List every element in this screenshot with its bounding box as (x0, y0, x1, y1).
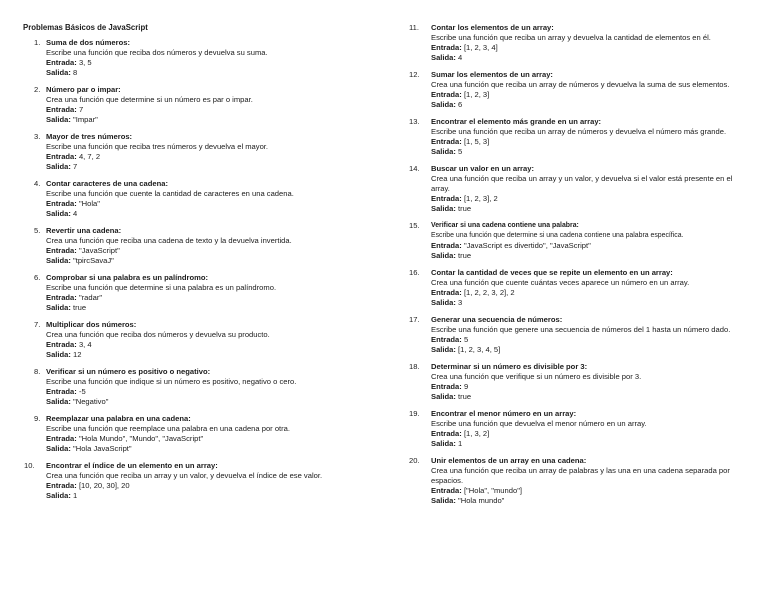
salida-label: Salida: (431, 204, 456, 213)
problem-number: 5. (34, 226, 41, 235)
entrada-line (431, 194, 749, 204)
page-title: Problemas Básicos de JavaScript (23, 23, 148, 32)
salida-line (46, 444, 374, 454)
salida-line (431, 204, 749, 214)
salida-label: Salida: (431, 100, 456, 109)
entrada-label: Entrada: (46, 293, 77, 302)
entrada-label: Entrada: (431, 486, 462, 495)
problem-number: 19. (409, 409, 420, 418)
entrada-line (46, 434, 374, 444)
entrada-line (431, 382, 749, 392)
problem-number: 13. (409, 117, 420, 126)
problem-title: Revertir una cadena: (46, 226, 122, 235)
problem-number: 15. (409, 221, 420, 230)
salida-value: 1 (458, 439, 463, 448)
problem-title: Unir elementos de un array en una cadena: (431, 456, 587, 465)
entrada-label: Entrada: (46, 199, 77, 208)
entrada-value: 3, 5 (78, 58, 92, 67)
entrada-value: [1, 2, 3], 2 (463, 194, 498, 203)
entrada-label: Entrada: (431, 335, 462, 344)
problem-description: Crea una función que reciba dos números y devuelva su producto. (46, 330, 270, 339)
problem-title: Suma de dos números: (46, 38, 130, 47)
problem-title: Buscar un valor en un array: (431, 164, 534, 173)
entrada-line (46, 293, 374, 303)
problem-item (409, 70, 749, 110)
problem-description: Escribe una función que indique si un número es positivo, negativo o cero. (46, 377, 297, 386)
salida-value: [1, 2, 3, 4, 5] (458, 345, 501, 354)
salida-line (431, 100, 749, 110)
salida-label: Salida: (46, 491, 71, 500)
salida-value: 4 (458, 53, 463, 62)
problem-item (409, 456, 749, 506)
entrada-label: Entrada: (431, 137, 462, 146)
salida-line (46, 209, 374, 219)
salida-label: Salida: (46, 397, 71, 406)
problem-description: Crea una función que cuente cuántas veces aparece un número en un array. (431, 278, 690, 287)
entrada-line (46, 481, 374, 491)
entrada-value: 3, 4 (78, 340, 92, 349)
problem-title: Multiplicar dos números: (46, 320, 137, 329)
salida-value: "tpircSavaJ" (73, 256, 114, 265)
entrada-value: 5 (463, 335, 469, 344)
entrada-line (431, 90, 749, 100)
problem-title: Encontrar el menor número en un array: (431, 409, 577, 418)
problem-item (34, 38, 374, 78)
salida-label: Salida: (46, 162, 71, 171)
problem-item (409, 315, 749, 355)
problem-number: 2. (34, 85, 41, 94)
salida-value: "Impar" (73, 115, 98, 124)
problem-number: 10. (24, 461, 35, 470)
entrada-value: ["Hola", "mundo"] (463, 486, 522, 495)
entrada-label: Entrada: (46, 481, 77, 490)
salida-value: 6 (458, 100, 463, 109)
salida-label: Salida: (431, 496, 456, 505)
salida-line (431, 392, 749, 402)
problem-item (34, 414, 374, 454)
entrada-value: 4, 7, 2 (78, 152, 101, 161)
entrada-line (46, 340, 374, 350)
entrada-line (46, 58, 374, 68)
salida-line (46, 68, 374, 78)
salida-value: true (458, 392, 472, 401)
entrada-label: Entrada: (46, 105, 77, 114)
entrada-value: [1, 3, 2] (463, 429, 490, 438)
entrada-value: [10, 20, 30], 20 (78, 481, 130, 490)
right-column (409, 23, 749, 513)
problem-description: Escribe una función que genere una secuencia de números del 1 hasta un número dado. (431, 325, 731, 334)
problem-item (34, 273, 374, 313)
problem-description: Escribe una función que reciba un array de números y devuelva el número más grande. (431, 127, 727, 136)
entrada-value: [1, 2, 3, 4] (463, 43, 498, 52)
problem-description: Escribe una función que reciba un array y devuelva la cantidad de elementos en él. (431, 33, 711, 42)
entrada-label: Entrada: (46, 152, 77, 161)
salida-line (46, 115, 374, 125)
entrada-value: "JavaScript es divertido", "JavaScript" (463, 241, 591, 250)
entrada-label: Entrada: (431, 382, 462, 391)
problem-description: Crea una función que verifique si un número es divisible por 3. (431, 372, 642, 381)
entrada-line (431, 486, 749, 496)
problem-item (24, 461, 374, 501)
problem-number: 14. (409, 164, 420, 173)
entrada-label: Entrada: (431, 429, 462, 438)
problem-description: Escribe una función que devuelva el menor número en un array. (431, 419, 647, 428)
problem-title: Generar una secuencia de números: (431, 315, 563, 324)
salida-line (431, 147, 749, 157)
salida-value: true (73, 303, 87, 312)
salida-line (46, 491, 374, 501)
problem-title: Número par o impar: (46, 85, 121, 94)
salida-line (431, 439, 749, 449)
salida-line (46, 162, 374, 172)
entrada-value: [1, 2, 2, 3, 2], 2 (463, 288, 515, 297)
salida-value: true (458, 204, 472, 213)
problem-number: 18. (409, 362, 420, 371)
entrada-line (46, 152, 374, 162)
entrada-line (431, 241, 749, 251)
salida-label: Salida: (46, 209, 71, 218)
problem-title: Verificar si una cadena contiene una palabra: (431, 222, 579, 229)
entrada-line (431, 137, 749, 147)
salida-value: 3 (458, 298, 463, 307)
problem-title: Encontrar el índice de un elemento en un array: (46, 461, 218, 470)
problem-number: 11. (409, 23, 419, 32)
salida-label: Salida: (431, 298, 456, 307)
salida-value: 8 (73, 68, 78, 77)
salida-line (431, 496, 749, 506)
problem-description: Escribe una función que reemplace una palabra en una cadena por otra. (46, 424, 291, 433)
problem-description: Crea una función que reciba un array de palabras y las una en una cadena separada por espacios. (431, 466, 730, 485)
entrada-label: Entrada: (431, 194, 462, 203)
salida-value: true (458, 251, 472, 260)
problem-title: Sumar los elementos de un array: (431, 70, 553, 79)
entrada-label: Entrada: (431, 43, 462, 52)
entrada-line (46, 387, 374, 397)
entrada-label: Entrada: (46, 246, 77, 255)
entrada-line (46, 246, 374, 256)
salida-label: Salida: (46, 115, 71, 124)
problem-number: 7. (34, 320, 41, 329)
entrada-label: Entrada: (46, 387, 77, 396)
problem-description: Crea una función que reciba un array y un valor, y devuelva si el valor está presente en el array. (431, 174, 733, 193)
problem-description: Crea una función que reciba un array y un valor, y devuelva el índice de ese valor. (46, 471, 323, 480)
salida-value: "Hola mundo" (458, 496, 505, 505)
entrada-value: 7 (78, 105, 84, 114)
salida-label: Salida: (431, 439, 456, 448)
problem-item (34, 226, 374, 266)
entrada-value: "Hola Mundo", "Mundo", "JavaScript" (78, 434, 204, 443)
problem-number: 8. (34, 367, 41, 376)
salida-line (431, 298, 749, 308)
entrada-line (431, 335, 749, 345)
entrada-value: "radar" (78, 293, 103, 302)
problem-title: Comprobar si una palabra es un palíndromo: (46, 273, 209, 282)
problem-number: 3. (34, 132, 41, 141)
entrada-label: Entrada: (46, 340, 77, 349)
problem-description: Escribe una función que determine si una palabra es un palíndromo. (46, 283, 277, 292)
salida-label: Salida: (431, 392, 456, 401)
problem-title: Verificar si un número es positivo o negativo: (46, 367, 211, 376)
problem-item (34, 132, 374, 172)
left-column (24, 38, 374, 508)
problem-title: Contar los elementos de un array: (431, 23, 554, 32)
salida-label: Salida: (431, 345, 456, 354)
problem-number: 4. (34, 179, 41, 188)
problem-description: Escribe una función que cuente la cantidad de caracteres en una cadena. (46, 189, 294, 198)
salida-value: "Hola JavaScript" (73, 444, 132, 453)
problem-title: Mayor de tres números: (46, 132, 133, 141)
problem-title: Encontrar el elemento más grande en un array: (431, 117, 602, 126)
entrada-label: Entrada: (431, 288, 462, 297)
salida-value: 12 (73, 350, 82, 359)
salida-label: Salida: (431, 147, 456, 156)
problem-number: 9. (34, 414, 41, 423)
entrada-value: "JavaScript" (78, 246, 120, 255)
entrada-line (431, 43, 749, 53)
salida-line (431, 345, 749, 355)
salida-label: Salida: (46, 256, 71, 265)
problem-title: Contar la cantidad de veces que se repite un elemento en un array: (431, 268, 673, 277)
problem-number: 12. (409, 70, 420, 79)
problem-description: Crea una función que determine si un número es par o impar. (46, 95, 253, 104)
entrada-line (431, 429, 749, 439)
problem-description: Escribe una función que determine si una cadena contiene una palabra específica. (431, 232, 684, 239)
entrada-label: Entrada: (46, 434, 77, 443)
salida-label: Salida: (46, 444, 71, 453)
salida-line (46, 350, 374, 360)
problem-number: 6. (34, 273, 41, 282)
salida-label: Salida: (431, 251, 456, 260)
salida-value: 4 (73, 209, 78, 218)
salida-line (431, 53, 749, 63)
salida-value: 5 (458, 147, 463, 156)
entrada-value: [1, 2, 3] (463, 90, 490, 99)
salida-line (46, 303, 374, 313)
salida-label: Salida: (431, 53, 456, 62)
problem-item (409, 362, 749, 402)
problem-number: 16. (409, 268, 420, 277)
salida-line (46, 256, 374, 266)
problem-title: Reemplazar una palabra en una cadena: (46, 414, 191, 423)
problem-item (409, 164, 749, 214)
problem-item (34, 367, 374, 407)
entrada-label: Entrada: (431, 90, 462, 99)
salida-label: Salida: (46, 68, 71, 77)
entrada-label: Entrada: (431, 241, 462, 250)
problem-number: 1. (34, 38, 41, 47)
salida-value: 1 (73, 491, 78, 500)
entrada-value: [1, 5, 3] (463, 137, 490, 146)
entrada-line (431, 288, 749, 298)
problem-description: Crea una función que reciba un array de números y devuelva la suma de sus elementos. (431, 80, 730, 89)
salida-value: 7 (73, 162, 78, 171)
salida-label: Salida: (46, 303, 71, 312)
problem-item (409, 268, 749, 308)
problem-number: 17. (409, 315, 420, 324)
salida-value: "Negativo" (73, 397, 109, 406)
problem-item (34, 179, 374, 219)
problem-description: Escribe una función que reciba tres números y devuelva el mayor. (46, 142, 269, 151)
entrada-value: 9 (463, 382, 469, 391)
problem-item (34, 85, 374, 125)
problem-description: Crea una función que reciba una cadena de texto y la devuelva invertida. (46, 236, 292, 245)
problem-title: Determinar si un número es divisible por 3: (431, 362, 588, 371)
salida-label: Salida: (46, 350, 71, 359)
entrada-value: "Hola" (78, 199, 100, 208)
problem-item (409, 117, 749, 157)
problem-item (409, 409, 749, 449)
salida-line (46, 397, 374, 407)
entrada-line (46, 105, 374, 115)
salida-line (431, 251, 749, 261)
problem-item (409, 221, 749, 261)
problem-item (409, 23, 749, 63)
entrada-line (46, 199, 374, 209)
problem-description: Escribe una función que reciba dos números y devuelva su suma. (46, 48, 268, 57)
entrada-label: Entrada: (46, 58, 77, 67)
problem-number: 20. (409, 456, 420, 465)
problem-item (34, 320, 374, 360)
entrada-value: -5 (78, 387, 86, 396)
problem-title: Contar caracteres de una cadena: (46, 179, 168, 188)
